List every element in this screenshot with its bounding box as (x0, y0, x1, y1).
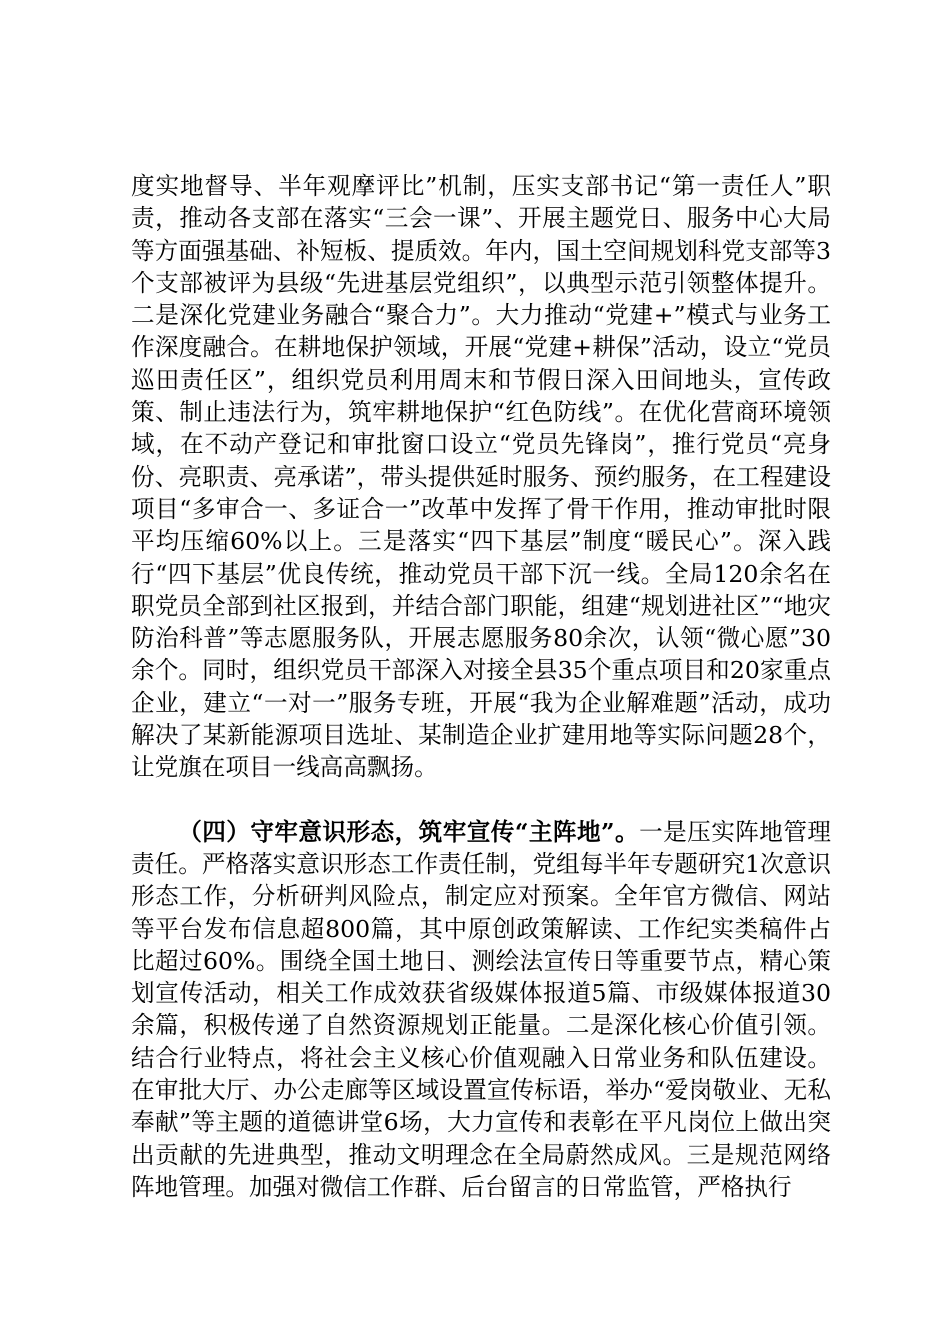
document-page (131, 170, 831, 1203)
paragraph-party-building (131, 170, 831, 784)
paragraph-body-text: 度实地督导、半年观摩评比”机制，压实支部书记“第一责任人”职责，推动各支部在落实“三会一课”、开展主题党日、服务中心大局等方面强基础、补短板、提质效。年内，国土空间规划科党支部等3个支部被评为县级“先进基层党组织”，以典型示范引领整体提升。二是深化党建业务融合“聚合力”。大力推动“党建+”模式与业务工作深度融合。在耕地保护领域，开展“党建+耕保”活动，设立“党员巡田责任区”，组织党员利用周末和节假日深入田间地头，宣传政策、制止违法行为，筑牢耕地保护“红色防线”。在优化营商环境领域，在不动产登记和审批窗口设立“党员先锋岗”，推行党员“亮身份、亮职责、亮承诺”，带头提供延时服务、预约服务，在工程建设项目“多审合一、多证合一”改革中发挥了骨干作用，推动审批时限平均压缩60%以上。三是落实“四下基层”制度“暖民心”。深入践行“四下基层”优良传统，推动党员干部下沉一线。全局120余名在职党员全部到社区报到，并结合部门职能，组建“规划进社区”“地灾防治科普”等志愿服务队，开展志愿服务80余次，认领“微心愿”30余个。同时，组织党员干部深入对接全县35个重点项目和20家重点企业，建立“一对一”服务专班，开展“我为企业解难题”活动，成功解决了某新能源项目选址、某制造企业扩建用地等实际问题28个，让党旗在项目一线高高飘扬。 (131, 172, 831, 782)
section-heading: （四）守牢意识形态，筑牢宣传“主阵地”。 (178, 817, 640, 846)
paragraph-body-text: 一是压实阵地管理责任。严格落实意识形态工作责任制，党组每半年专题研究1次意识形态工作，分析研判风险点，制定应对预案。全年官方微信、网站等平台发布信息超800篇，其中原创政策解读、工作纪实类稿件占比超过60%。围绕全国土地日、测绘法宣传日等重要节点，精心策划宣传活动，相关工作成效获省级媒体报道5篇、市级媒体报道30余篇，积极传递了自然资源规划正能量。二是深化核心价值引领。结合行业特点，将社会主义核心价值观融入日常业务和队伍建设。在审批大厅、办公走廊等区域设置宣传标语，举办“爱岗敬业、无私奉献”等主题的道德讲堂6场，大力宣传和表彰在平凡岗位上做出突出贡献的先进典型，推动文明理念在全局蔚然成风。三是规范网络阵地管理。加强对微信工作群、后台留言的日常监管，严格执行 (131, 817, 831, 1201)
paragraph-ideology (131, 816, 831, 1204)
